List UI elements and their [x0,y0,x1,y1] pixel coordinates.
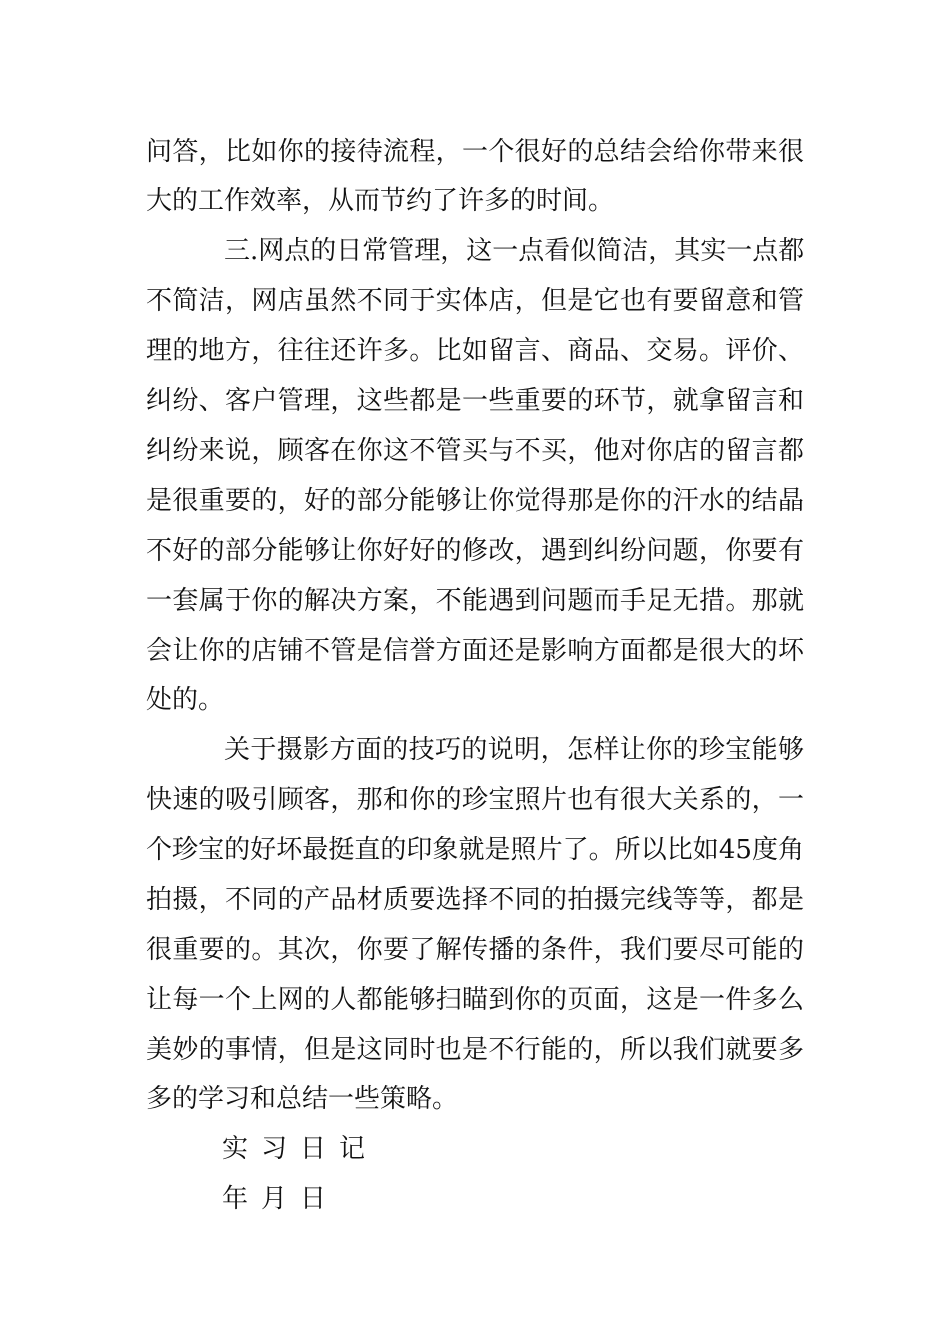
paragraph-3-line-8: 多的学习和总结一些策略。 [146,1084,459,1114]
paragraph-2-line-5: 纠纷来说，顾客在你这不管买与不买，他对你店的留言都 [146,436,804,466]
paragraph-1-line-1: 问答，比如你的接待流程，一个很好的总结会给你带来很 [146,137,804,167]
paragraph-2-line-1: 三.网点的日常管理，这一点看似简洁，其实一点都 [224,236,805,266]
paragraph-2-line-3: 理的地方，往往还许多。比如留言、商品、交易。评价、 [146,336,804,366]
paragraph-3-line-2: 快速的吸引顾客，那和你的珍宝照片也有很大关系的，一 [146,785,804,815]
signature-date: 年月日 [222,1184,340,1214]
paragraph-3-line-4: 拍摄，不同的产品材质要选择不同的拍摄完线等等，都是 [146,885,804,915]
paragraph-3-line-5: 很重要的。其次，你要了解传播的条件，我们要尽可能的 [146,935,804,965]
paragraph-2-line-9: 会让你的店铺不管是信誉方面还是影响方面都是很大的坏 [146,636,804,666]
paragraph-2-line-8: 一套属于你的解决方案，不能遇到问题而手足无措。那就 [146,586,804,616]
paragraph-3-line-6: 让每一个上网的人都能够扫瞄到你的页面，这是一件多么 [146,985,804,1015]
paragraph-3-line-3: 个珍宝的好坏最挺直的印象就是照片了。所以比如45度角 [146,835,804,865]
paragraph-2-line-6: 是很重要的，好的部分能够让你觉得那是你的汗水的结晶 [146,486,804,516]
paragraph-2-line-10: 处的。 [146,685,225,715]
paragraph-2-line-7: 不好的部分能够让你好好的修改，遇到纠纷问题，你要有 [146,536,804,566]
paragraph-3-line-7: 美妙的事情，但是这同时也是不行能的，所以我们就要多 [146,1035,804,1065]
paragraph-1-line-2: 大的工作效率，从而节约了许多的时间。 [146,186,615,216]
paragraph-2-line-4: 纠纷、客户管理，这些都是一些重要的环节，就拿留言和 [146,386,804,416]
paragraph-2-line-2: 不简洁，网店虽然不同于实体店，但是它也有要留意和管 [146,286,804,316]
signature-title: 实习日记 [222,1134,379,1164]
paragraph-3-line-1: 关于摄影方面的技巧的说明，怎样让你的珍宝能够 [224,735,804,765]
